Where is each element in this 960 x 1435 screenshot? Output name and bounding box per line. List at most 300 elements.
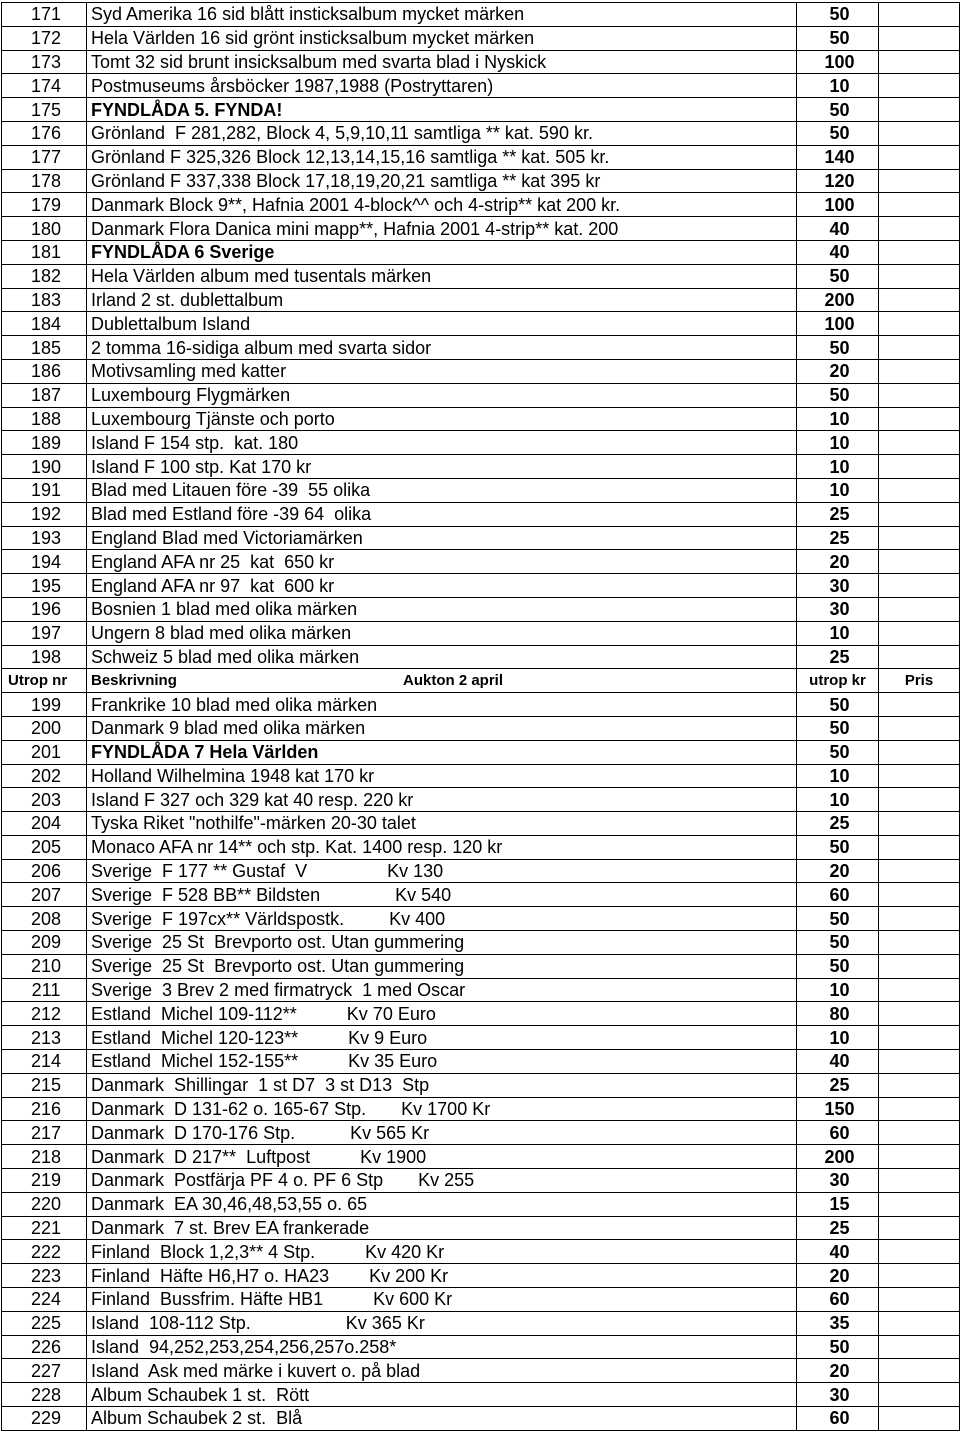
lot-price [879,1097,960,1121]
lot-number: 224 [2,1288,87,1312]
table-row [2,145,960,169]
lot-price [879,169,960,193]
table-row [2,931,960,955]
lot-price [879,50,960,74]
lot-estimate: 50 [797,121,879,145]
table-row [2,526,960,550]
table-row [2,1264,960,1288]
lot-number: 188 [2,407,87,431]
lot-price [879,1359,960,1383]
table-row [2,978,960,1002]
table-row [2,859,960,883]
table-row [2,1169,960,1193]
lot-number: 206 [2,859,87,883]
lot-description: Finland Häfte H6,H7 o. HA23 Kv 200 Kr [87,1264,797,1288]
lot-estimate: 60 [797,1407,879,1431]
lot-price [879,1311,960,1335]
lot-description: FYNDLÅDA 6 Sverige [87,240,797,264]
lot-price [879,1145,960,1169]
lot-number: 202 [2,764,87,788]
lot-description: 2 tomma 16-sidiga album med svarta sidor [87,336,797,360]
table-row [2,1026,960,1050]
lot-description: Luxembourg Flygmärken [87,383,797,407]
table-row [2,1311,960,1335]
lot-estimate: 20 [797,359,879,383]
lot-description: Holland Wilhelmina 1948 kat 170 kr [87,764,797,788]
table-row [2,169,960,193]
table-row [2,621,960,645]
lot-price [879,193,960,217]
lot-description: Luxembourg Tjänste och porto [87,407,797,431]
lot-number: 218 [2,1145,87,1169]
lot-price [879,1407,960,1431]
table-header [2,669,960,693]
lot-price [879,217,960,241]
table-row [2,217,960,241]
lot-estimate: 25 [797,526,879,550]
lot-price [879,455,960,479]
lot-estimate: 25 [797,812,879,836]
lot-price [879,978,960,1002]
lot-description: Grönland F 337,338 Block 17,18,19,20,21 samtliga ** kat 395 kr [87,169,797,193]
lot-description: Bosnien 1 blad med olika märken [87,597,797,621]
lot-description: Tomt 32 sid brunt insicksalbum med svarta blad i Nyskick [87,50,797,74]
lot-number: 199 [2,693,87,717]
lot-price [879,883,960,907]
lot-rows-after [2,693,960,1431]
lot-description: Motivsamling med katter [87,359,797,383]
lot-number: 217 [2,1121,87,1145]
lot-number: 173 [2,50,87,74]
lot-description: Island 108-112 Stp. Kv 365 Kr [87,1311,797,1335]
table-row [2,359,960,383]
lot-number: 221 [2,1216,87,1240]
lot-estimate: 35 [797,1311,879,1335]
lot-estimate: 80 [797,1002,879,1026]
lot-description: Danmark D 217** Luftpost Kv 1900 [87,1145,797,1169]
lot-number: 193 [2,526,87,550]
lot-number: 201 [2,740,87,764]
lot-price [879,550,960,574]
lot-price [879,764,960,788]
table-row [2,336,960,360]
lot-number: 226 [2,1335,87,1359]
lot-price [879,264,960,288]
lot-price [879,1192,960,1216]
lot-description: Sverige F 177 ** Gustaf V Kv 130 [87,859,797,883]
lot-description: Estland Michel 120-123** Kv 9 Euro [87,1026,797,1050]
lot-estimate: 10 [797,407,879,431]
lot-description: Danmark 9 blad med olika märken [87,716,797,740]
lot-estimate: 50 [797,98,879,122]
lot-estimate: 30 [797,1383,879,1407]
lot-description: England Blad med Victoriamärken [87,526,797,550]
table-row [2,883,960,907]
lot-number: 196 [2,597,87,621]
table-row [2,740,960,764]
table-row [2,98,960,122]
lot-number: 194 [2,550,87,574]
lot-price [879,407,960,431]
lot-estimate: 10 [797,1026,879,1050]
lot-price [879,3,960,27]
table-row [2,788,960,812]
lot-description: Danmark Postfärja PF 4 o. PF 6 Stp Kv 255 [87,1169,797,1193]
table-row [2,1407,960,1431]
lot-estimate: 150 [797,1097,879,1121]
lot-price [879,502,960,526]
lot-price [879,145,960,169]
lot-description: Blad med Estland före -39 64 olika [87,502,797,526]
lot-description: Blad med Litauen före -39 55 olika [87,478,797,502]
lot-description: Finland Block 1,2,3** 4 Stp. Kv 420 Kr [87,1240,797,1264]
lot-price [879,693,960,717]
table-row [2,431,960,455]
table-row [2,812,960,836]
table-row [2,1073,960,1097]
lot-description: Tyska Riket "nothilfe"-märken 20-30 talet [87,812,797,836]
table-row [2,597,960,621]
lot-estimate: 25 [797,502,879,526]
table-row [2,1192,960,1216]
lot-price [879,812,960,836]
lot-estimate: 50 [797,835,879,859]
lot-description: Finland Bussfrim. Häfte HB1 Kv 600 Kr [87,1288,797,1312]
lot-number: 220 [2,1192,87,1216]
lot-estimate: 50 [797,693,879,717]
lot-number: 182 [2,264,87,288]
lot-number: 174 [2,74,87,98]
lot-price [879,1383,960,1407]
table-row [2,121,960,145]
lot-price [879,121,960,145]
lot-description: Monaco AFA nr 14** och stp. Kat. 1400 resp. 120 kr [87,835,797,859]
lot-description: Dublettalbum Island [87,312,797,336]
lot-number: 228 [2,1383,87,1407]
lot-description: Island F 100 stp. Kat 170 kr [87,455,797,479]
lot-estimate: 60 [797,1288,879,1312]
lot-estimate: 25 [797,1216,879,1240]
table-row [2,240,960,264]
lot-estimate: 50 [797,931,879,955]
lot-number: 192 [2,502,87,526]
lot-price [879,1002,960,1026]
lot-estimate: 140 [797,145,879,169]
lot-estimate: 10 [797,764,879,788]
lot-number: 227 [2,1359,87,1383]
lot-description: Hela Världen album med tusentals märken [87,264,797,288]
lot-description: Danmark D 131-62 o. 165-67 Stp. Kv 1700 Kr [87,1097,797,1121]
lot-price [879,859,960,883]
lot-description: England AFA nr 97 kat 600 kr [87,574,797,598]
lot-price [879,98,960,122]
lot-estimate: 50 [797,3,879,27]
auction-lot-table [1,2,960,1431]
lot-estimate: 40 [797,1240,879,1264]
lot-number: 176 [2,121,87,145]
lot-price [879,1050,960,1074]
lot-number: 190 [2,455,87,479]
lot-estimate: 120 [797,169,879,193]
lot-estimate: 100 [797,193,879,217]
lot-number: 211 [2,978,87,1002]
table-row [2,26,960,50]
lot-estimate: 10 [797,788,879,812]
lot-estimate: 40 [797,217,879,241]
lot-number: 178 [2,169,87,193]
lot-price [879,1264,960,1288]
table-row [2,1216,960,1240]
lot-estimate: 50 [797,740,879,764]
lot-description: Ungern 8 blad med olika märken [87,621,797,645]
table-row [2,1121,960,1145]
lot-number: 209 [2,931,87,955]
lot-number: 198 [2,645,87,669]
lot-price [879,74,960,98]
lot-description: Sverige 25 St Brevporto ost. Utan gummering [87,954,797,978]
lot-estimate: 20 [797,1264,879,1288]
lot-description: Island F 327 och 329 kat 40 resp. 220 kr [87,788,797,812]
lot-number: 216 [2,1097,87,1121]
lot-number: 195 [2,574,87,598]
lot-number: 229 [2,1407,87,1431]
lot-number: 215 [2,1073,87,1097]
lot-description: Grönland F 281,282, Block 4, 5,9,10,11 samtliga ** kat. 590 kr. [87,121,797,145]
header-auction-date: Aukton 2 april [403,671,504,689]
table-row [2,1288,960,1312]
lot-number: 207 [2,883,87,907]
lot-price [879,312,960,336]
lot-description: Danmark EA 30,46,48,53,55 o. 65 [87,1192,797,1216]
table-row [2,50,960,74]
lot-price [879,1026,960,1050]
lot-estimate: 200 [797,1145,879,1169]
lot-number: 171 [2,3,87,27]
lot-price [879,645,960,669]
lot-price [879,574,960,598]
header-description: Beskrivning [91,671,177,689]
lot-description: Estland Michel 152-155** Kv 35 Euro [87,1050,797,1074]
table-row [2,193,960,217]
lot-estimate: 50 [797,264,879,288]
table-row [2,1335,960,1359]
lot-number: 177 [2,145,87,169]
lot-price [879,1169,960,1193]
lot-number: 212 [2,1002,87,1026]
lot-description: Estland Michel 109-112** Kv 70 Euro [87,1002,797,1026]
lot-number: 213 [2,1026,87,1050]
lot-price [879,597,960,621]
lot-description: Danmark D 170-176 Stp. Kv 565 Kr [87,1121,797,1145]
lot-description: Sverige 25 St Brevporto ost. Utan gummering [87,931,797,955]
table-row [2,574,960,598]
table-row [2,3,960,27]
lot-description: FYNDLÅDA 7 Hela Världen [87,740,797,764]
table-row [2,1145,960,1169]
lot-description: Grönland F 325,326 Block 12,13,14,15,16 samtliga ** kat. 505 kr. [87,145,797,169]
lot-number: 175 [2,98,87,122]
lot-price [879,716,960,740]
table-row [2,455,960,479]
lot-estimate: 30 [797,574,879,598]
lot-number: 197 [2,621,87,645]
lot-estimate: 60 [797,883,879,907]
header-price: Pris [879,669,960,693]
table-row [2,74,960,98]
lot-price [879,431,960,455]
lot-price [879,359,960,383]
table-row [2,1002,960,1026]
lot-estimate: 15 [797,1192,879,1216]
lot-number: 186 [2,359,87,383]
lot-description: Sverige F 197cx** Världspostk. Kv 400 [87,907,797,931]
lot-description: Album Schaubek 2 st. Blå [87,1407,797,1431]
lot-description: Danmark Block 9**, Hafnia 2001 4-block^^ och 4-strip** kat 200 kr. [87,193,797,217]
lot-estimate: 50 [797,954,879,978]
table-row [2,383,960,407]
lot-description: Postmuseums årsböcker 1987,1988 (Postryttaren) [87,74,797,98]
lot-estimate: 100 [797,50,879,74]
lot-price [879,240,960,264]
lot-estimate: 10 [797,74,879,98]
table-row [2,288,960,312]
lot-estimate: 10 [797,978,879,1002]
lot-price [879,835,960,859]
lot-rows-before [2,3,960,669]
lot-description: Danmark Flora Danica mini mapp**, Hafnia 2001 4-strip** kat. 200 [87,217,797,241]
lot-number: 200 [2,716,87,740]
lot-description: Irland 2 st. dublettalbum [87,288,797,312]
lot-description: England AFA nr 25 kat 650 kr [87,550,797,574]
lot-price [879,288,960,312]
lot-price [879,383,960,407]
lot-description: Danmark 7 st. Brev EA frankerade [87,1216,797,1240]
lot-number: 187 [2,383,87,407]
lot-estimate: 50 [797,383,879,407]
lot-price [879,1073,960,1097]
lot-price [879,336,960,360]
lot-price [879,740,960,764]
table-row [2,835,960,859]
lot-number: 222 [2,1240,87,1264]
lot-estimate: 200 [797,288,879,312]
lot-price [879,1216,960,1240]
header-estimate: utrop kr [797,669,879,693]
table-row [2,1359,960,1383]
table-row [2,264,960,288]
header-lot-number: Utrop nr [2,669,87,693]
lot-price [879,526,960,550]
lot-price [879,1121,960,1145]
table-row [2,1050,960,1074]
table-row [2,550,960,574]
lot-description: Hela Världen 16 sid grönt insticksalbum mycket märken [87,26,797,50]
lot-number: 189 [2,431,87,455]
lot-number: 184 [2,312,87,336]
lot-price [879,26,960,50]
lot-number: 203 [2,788,87,812]
lot-price [879,788,960,812]
table-row [2,716,960,740]
table-row [2,478,960,502]
lot-estimate: 20 [797,859,879,883]
lot-number: 181 [2,240,87,264]
lot-estimate: 100 [797,312,879,336]
lot-number: 191 [2,478,87,502]
lot-description: Island F 154 stp. kat. 180 [87,431,797,455]
lot-description: Island Ask med märke i kuvert o. på blad [87,1359,797,1383]
table-row [2,954,960,978]
table-row [2,407,960,431]
table-row [2,693,960,717]
lot-estimate: 10 [797,455,879,479]
lot-estimate: 30 [797,597,879,621]
lot-price [879,954,960,978]
lot-estimate: 25 [797,645,879,669]
lot-estimate: 10 [797,431,879,455]
lot-estimate: 40 [797,240,879,264]
lot-number: 225 [2,1311,87,1335]
lot-price [879,621,960,645]
lot-description: Sverige F 528 BB** Bildsten Kv 540 [87,883,797,907]
lot-estimate: 10 [797,621,879,645]
lot-number: 219 [2,1169,87,1193]
lot-estimate: 50 [797,26,879,50]
lot-estimate: 10 [797,478,879,502]
table-row [2,764,960,788]
lot-estimate: 60 [797,1121,879,1145]
lot-number: 185 [2,336,87,360]
lot-number: 180 [2,217,87,241]
lot-number: 208 [2,907,87,931]
lot-price [879,1240,960,1264]
lot-number: 204 [2,812,87,836]
lot-description: FYNDLÅDA 5. FYNDA! [87,98,797,122]
table-row [2,1097,960,1121]
lot-description: Island 94,252,253,254,256,257o.258* [87,1335,797,1359]
lot-description: Frankrike 10 blad med olika märken [87,693,797,717]
lot-description: Sverige 3 Brev 2 med firmatryck 1 med Oscar [87,978,797,1002]
lot-number: 214 [2,1050,87,1074]
lot-number: 179 [2,193,87,217]
lot-estimate: 25 [797,1073,879,1097]
lot-number: 183 [2,288,87,312]
lot-estimate: 50 [797,907,879,931]
lot-number: 205 [2,835,87,859]
lot-price [879,907,960,931]
lot-description: Schweiz 5 blad med olika märken [87,645,797,669]
lot-number: 210 [2,954,87,978]
lot-estimate: 50 [797,1335,879,1359]
table-row [2,645,960,669]
lot-number: 223 [2,1264,87,1288]
table-row [2,907,960,931]
header-description-cell [87,669,797,693]
lot-price [879,478,960,502]
header-row [2,669,960,693]
lot-description: Album Schaubek 1 st. Rött [87,1383,797,1407]
lot-estimate: 40 [797,1050,879,1074]
lot-estimate: 50 [797,716,879,740]
lot-estimate: 30 [797,1169,879,1193]
table-row [2,502,960,526]
lot-number: 172 [2,26,87,50]
lot-price [879,1335,960,1359]
lot-estimate: 20 [797,550,879,574]
lot-price [879,1288,960,1312]
table-row [2,1240,960,1264]
lot-estimate: 50 [797,336,879,360]
